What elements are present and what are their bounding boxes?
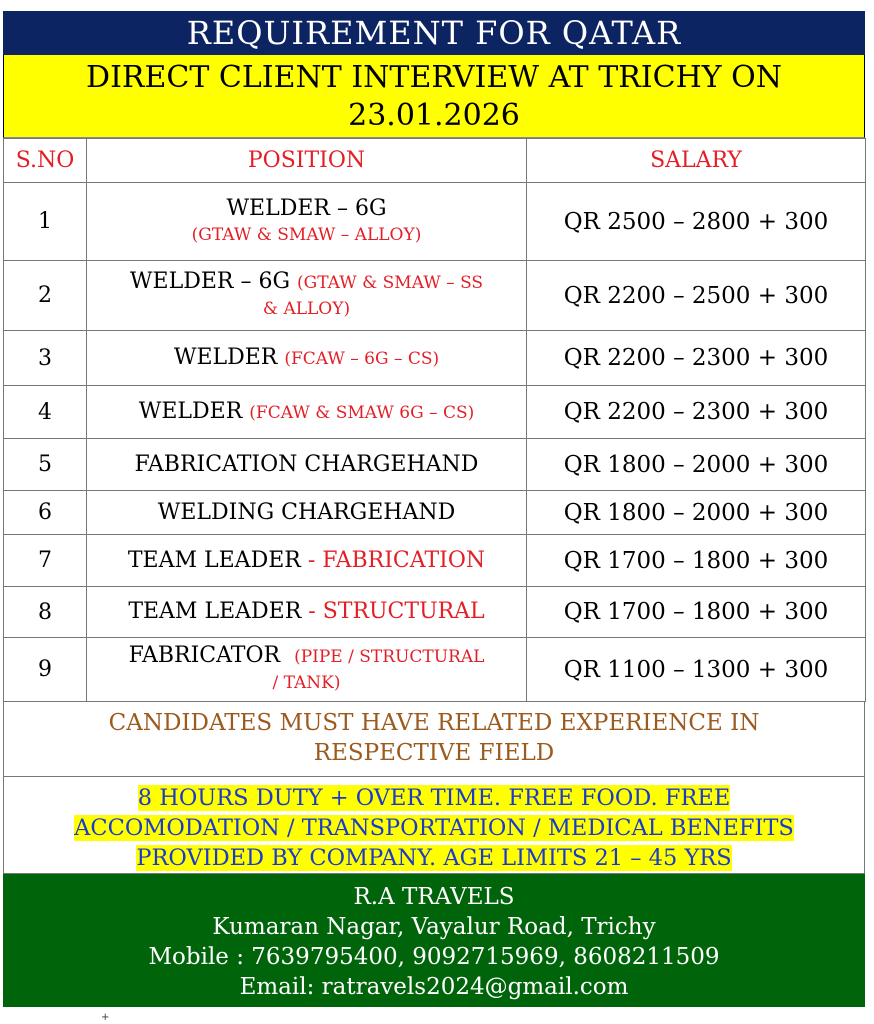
row-position <box>87 386 527 439</box>
header-sno: S.NO <box>4 139 87 183</box>
table-row <box>4 183 866 261</box>
row-salary: QR 2200 – 2300 + 300 <box>527 386 866 439</box>
row-position <box>87 587 527 638</box>
table-row <box>4 261 866 331</box>
row-salary: QR 1100 – 1300 + 300 <box>527 638 866 702</box>
row-position <box>87 183 527 261</box>
row-sno: 7 <box>4 535 87 587</box>
agency-email: Email: ratravels2024@gmail.com <box>239 974 629 1000</box>
table-header-row <box>4 139 866 183</box>
row-sno: 6 <box>4 491 87 535</box>
agency-mobile: Mobile : 7639795400, 9092715969, 8608211509 <box>148 944 720 970</box>
row-sno: 2 <box>4 261 87 331</box>
position-title: FABRICATOR <box>128 643 281 668</box>
benefits-section <box>3 777 865 874</box>
benefit-line-1: 8 HOURS DUTY + OVER TIME. FREE FOOD. FREE <box>137 785 731 811</box>
agency-footer <box>3 874 865 1007</box>
row-salary: QR 1800 – 2000 + 300 <box>527 491 866 535</box>
row-position: WELDING CHARGEHAND <box>87 491 527 535</box>
row-sno: 1 <box>4 183 87 261</box>
position-spec-cont: / TANK) <box>272 673 341 693</box>
note-line-1: CANDIDATES MUST HAVE RELATED EXPERIENCE IN <box>108 710 760 736</box>
position-spec: (GTAW & SMAW – ALLOY) <box>191 224 422 245</box>
table-row <box>4 439 866 491</box>
row-position <box>87 535 527 587</box>
position-title: WELDER <box>173 344 278 370</box>
position-spec: - STRUCTURAL <box>308 599 485 624</box>
row-salary: QR 2200 – 2300 + 300 <box>527 331 866 386</box>
row-sno: 3 <box>4 331 87 386</box>
table-row <box>4 535 866 587</box>
position-spec: (FCAW & SMAW 6G – CS) <box>249 402 475 423</box>
position-spec: (GTAW & SMAW – SS <box>297 273 484 293</box>
position-title: WELDER – 6G <box>129 269 291 294</box>
row-salary: QR 1700 – 1800 + 300 <box>527 587 866 638</box>
row-salary: QR 2200 – 2500 + 300 <box>527 261 866 331</box>
table-row <box>4 587 866 638</box>
row-salary: QR 1800 – 2000 + 300 <box>527 439 866 491</box>
position-spec-cont: & ALLOY) <box>262 299 351 319</box>
position-spec: (PIPE / STRUCTURAL <box>294 647 485 667</box>
interview-date: 23.01.2026 <box>348 98 520 133</box>
row-salary: QR 1700 – 1800 + 300 <box>527 535 866 587</box>
table-row <box>4 638 866 702</box>
benefit-line-3: PROVIDED BY COMPANY. AGE LIMITS 21 – 45 YRS <box>136 845 732 871</box>
header-position: POSITION <box>87 139 527 183</box>
position-title: WELDER <box>138 398 243 424</box>
agency-name: R.A TRAVELS <box>353 884 515 910</box>
row-sno: 4 <box>4 386 87 439</box>
header-salary: SALARY <box>527 139 866 183</box>
row-sno: 5 <box>4 439 87 491</box>
position-title: TEAM LEADER <box>127 547 301 573</box>
job-poster <box>3 11 865 1007</box>
table-row <box>4 386 866 439</box>
row-sno: 9 <box>4 638 87 702</box>
experience-note <box>3 702 865 777</box>
row-sno: 8 <box>4 587 87 638</box>
note-line-2: RESPECTIVE FIELD <box>313 740 555 766</box>
poster-title: REQUIREMENT FOR QATAR <box>3 11 865 55</box>
position-spec: - FABRICATION <box>307 547 486 573</box>
benefit-line-2: ACCOMODATION / TRANSPORTATION / MEDICAL BENEFITS <box>74 815 794 841</box>
interview-banner <box>3 55 865 138</box>
position-spec: (FCAW – 6G – CS) <box>284 348 440 369</box>
row-position <box>87 261 527 331</box>
plus-mark-icon: + <box>101 1012 110 1023</box>
row-position: FABRICATION CHARGEHAND <box>87 439 527 491</box>
position-title: TEAM LEADER <box>128 599 302 624</box>
table-row <box>4 491 866 535</box>
position-title: WELDER – 6G <box>226 195 387 221</box>
row-salary: QR 2500 – 2800 + 300 <box>527 183 866 261</box>
table-row <box>4 331 866 386</box>
row-position <box>87 331 527 386</box>
positions-table <box>3 138 866 702</box>
agency-address: Kumaran Nagar, Vayalur Road, Trichy <box>212 914 656 940</box>
row-position <box>87 638 527 702</box>
interview-line-1: DIRECT CLIENT INTERVIEW AT TRICHY ON <box>86 60 782 95</box>
